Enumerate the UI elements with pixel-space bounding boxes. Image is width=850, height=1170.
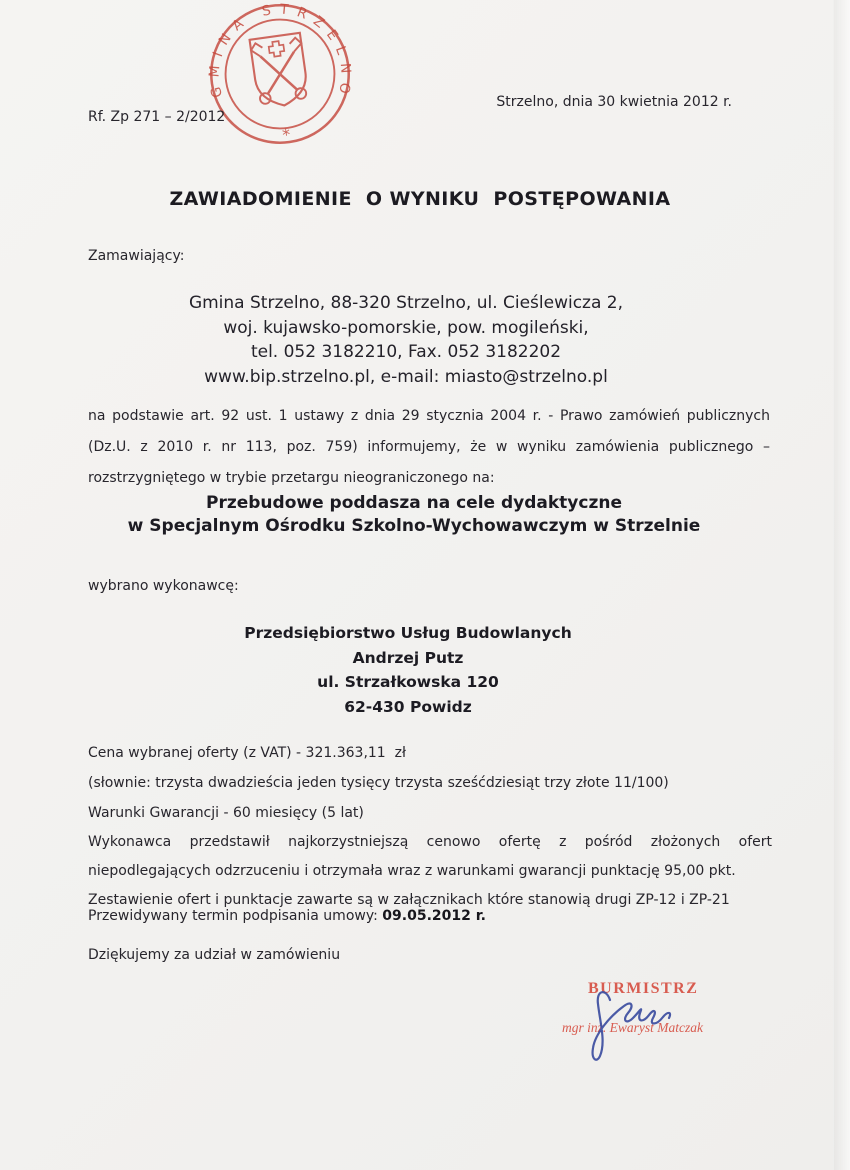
stamp-cross <box>268 41 285 58</box>
subject-line-1: Przebudowe poddasza na cele dydaktyczne <box>206 493 622 513</box>
mayor-title-stamp: BURMISTRZ <box>588 980 699 997</box>
buyer-line: tel. 052 3182210, Fax. 052 3182202 <box>250 342 562 362</box>
contract-signing-line <box>88 908 486 924</box>
evaluation-paragraph: Wykonawca przedstawił najkorzystniejszą cenowo ofertę z pośród złożonych ofert niepodlegających odzrzuceniu i otrzymała wraz z warunkami gwarancji punktację 95,00 pkt. <box>88 834 772 879</box>
mayor-name-stamp: mgr inż. Ewaryst Matczak <box>562 1020 703 1035</box>
stamp-ring-text: GMINA STRZELNO <box>206 1 354 100</box>
svg-text:GMINA STRZELNO <box>197 0 358 118</box>
buyer-address-block <box>0 291 812 389</box>
buyer-line: Gmina Strzelno, 88-320 Strzelno, ul. Cieślewicza 2, <box>188 293 624 313</box>
thanks-line: Dziękujemy za udział w zamówieniu <box>88 947 341 963</box>
signing-date: 09.05.2012 r. <box>382 908 486 924</box>
buyer-label: Zamawiający: <box>88 248 185 264</box>
buyer-line: woj. kujawsko-pomorskie, pow. mogileński, <box>223 317 589 338</box>
contractor-address-block <box>0 621 816 719</box>
warranty-line: Warunki Gwarancji - 60 miesięcy (5 lat) <box>88 805 364 821</box>
legal-basis-paragraph: na podstawie art. 92 ust. 1 ustawy z dnia 29 stycznia 2004 r. - Prawo zamówień publicznych (Dz.U. z 2010 r. nr 113, poz. 759) informujemy, że w wyniku zamówienia publicznego – rozstrzygniętego w trybie przetargu nieograniczonego na: <box>88 408 770 486</box>
contractor-line: ul. Strzałkowska 120 <box>317 673 499 691</box>
stamp-star: * <box>281 124 292 145</box>
handwritten-signature <box>580 982 700 1071</box>
contractor-line: 62-430 Powidz <box>344 697 472 716</box>
stamp-crossed-keys <box>250 37 309 105</box>
contractor-line: Przedsiębiorstwo Usług Budowlanych <box>244 624 572 642</box>
contractor-label: wybrano wykonawcę: <box>88 578 239 594</box>
contractor-line: Andrzej Putz <box>352 648 464 667</box>
attachments-line: Zestawienie ofert i punktacje zawarte są w załącznikach które stanowią drugi ZP-12 i ZP-21 <box>88 892 730 908</box>
document-date: Strzelno, dnia 30 kwietnia 2012 r. <box>496 94 732 110</box>
round-stamp-graphic <box>196 0 363 158</box>
signing-prefix: Przewidywany termin podpisania umowy: <box>88 908 383 924</box>
signature-ink-graphic <box>580 982 700 1067</box>
reference-number: Rf. Zp 271 – 2/2012 <box>88 109 226 125</box>
subject-line-2: w Specjalnym Ośrodku Szkolno-Wychowawczym w Strzelnie <box>127 516 701 536</box>
price-line: Cena wybranej oferty (z VAT) - 321.363,11 zł <box>88 745 406 761</box>
offer-details-block <box>88 738 772 915</box>
procurement-subject <box>0 492 828 538</box>
price-in-words: (słownie: trzysta dwadzieścia jeden tysięcy trzysta sześćdziesiąt trzy złote 11/100) <box>88 775 669 791</box>
buyer-line: www.bip.strzelno.pl, e-mail: miasto@strzelno.pl <box>204 366 608 387</box>
gmina-strzelno-round-stamp <box>196 0 363 158</box>
document-title: ZAWIADOMIENIE O WYNIKU POSTĘPOWANIA <box>169 188 671 210</box>
